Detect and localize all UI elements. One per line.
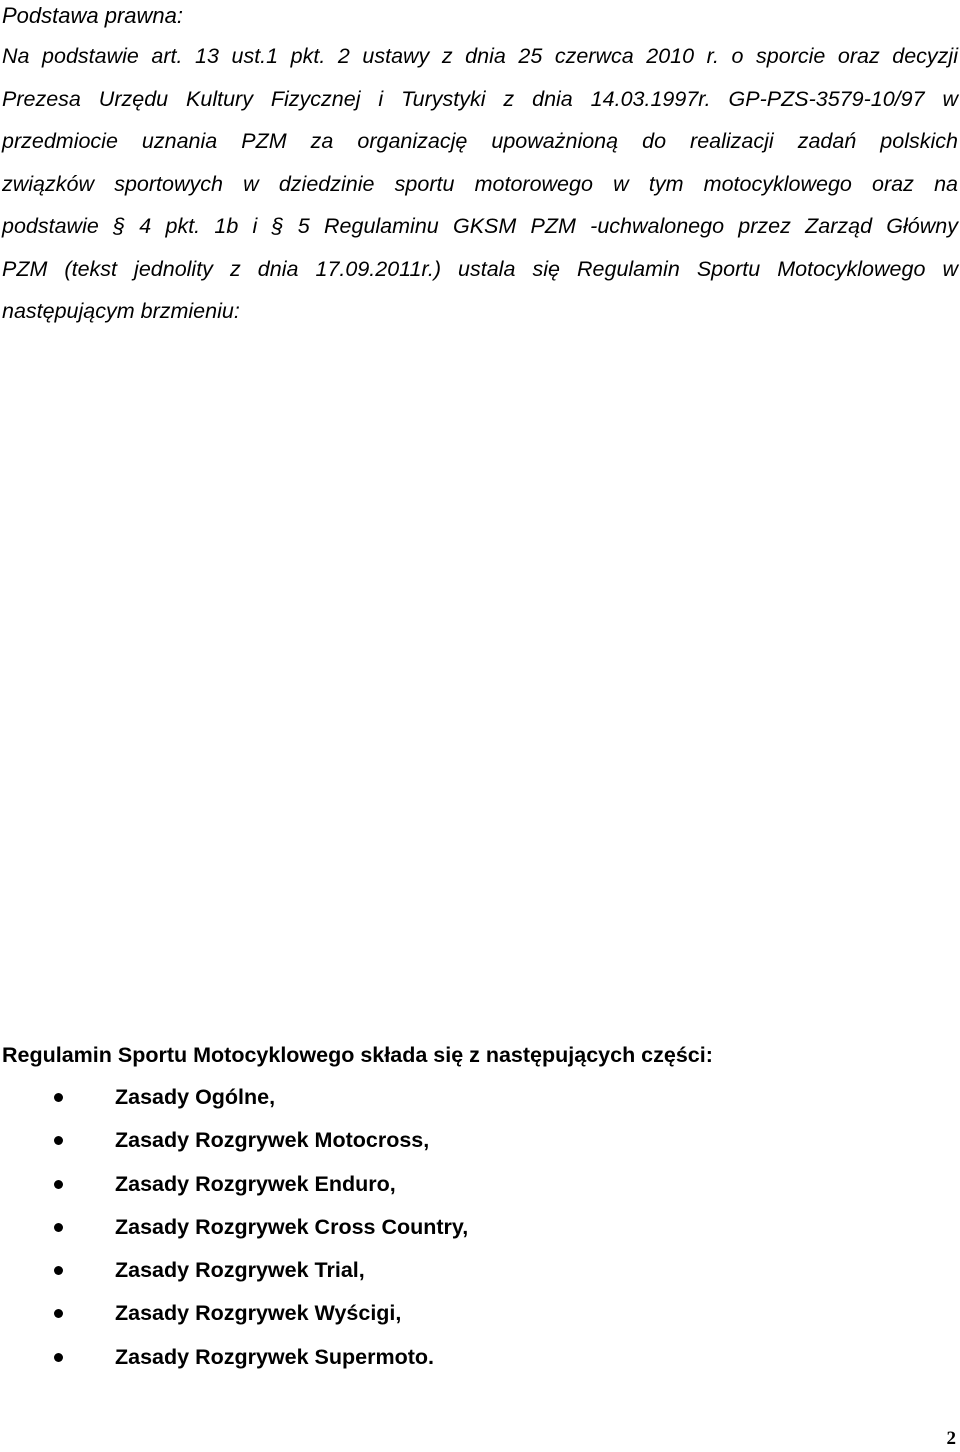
paragraph-line: Prezesa Urzędu Kultury Fizycznej i Turystyki z dnia 14.03.1997r. GP-PZS-3579-10/97 w bbox=[2, 86, 958, 111]
list-item-label: Zasady Rozgrywek Wyścigi, bbox=[115, 1301, 402, 1326]
list-item-label: Zasady Rozgrywek Enduro, bbox=[115, 1171, 396, 1196]
bullet-icon bbox=[54, 1180, 63, 1189]
legal-basis-paragraph bbox=[2, 35, 958, 333]
bullet-icon bbox=[54, 1136, 63, 1145]
list-item-label: Zasady Rozgrywek Cross Country, bbox=[115, 1214, 469, 1239]
paragraph-line: następującym brzmieniu: bbox=[2, 299, 240, 323]
list-item-label: Zasady Rozgrywek Trial, bbox=[115, 1258, 365, 1283]
bullet-icon bbox=[54, 1266, 63, 1275]
list-item-label: Zasady Rozgrywek Supermoto. bbox=[115, 1344, 434, 1369]
heading-legal-basis: Podstawa prawna: bbox=[2, 3, 183, 28]
list-item-label: Zasady Ogólne, bbox=[115, 1085, 276, 1109]
list-item-label: Zasady Rozgrywek Motocross, bbox=[115, 1128, 430, 1153]
paragraph-line: podstawie § 4 pkt. 1b i § 5 Regulaminu GKSM PZM -uchwalonego przez Zarząd Główny bbox=[2, 214, 958, 238]
bullet-icon bbox=[54, 1093, 63, 1102]
page-number: 2 bbox=[946, 1428, 956, 1449]
paragraph-line: Na podstawie art. 13 ust.1 pkt. 2 ustawy z dnia 25 czerwca 2010 r. o sporcie oraz decyzji bbox=[2, 44, 958, 68]
bullet-icon bbox=[54, 1223, 63, 1232]
paragraph-line: przedmiocie uznania PZM za organizację upoważnioną do realizacji zadań polskich bbox=[2, 129, 958, 153]
bullet-icon bbox=[54, 1309, 63, 1318]
parts-title: Regulamin Sportu Motocyklowego składa się z następujących części: bbox=[2, 1043, 713, 1067]
paragraph-line: związków sportowych w dziedzinie sportu motorowego w tym motocyklowego oraz na bbox=[2, 171, 958, 196]
paragraph-line: PZM (tekst jednolity z dnia 17.09.2011r.) ustala się Regulamin Sportu Motocyklowego w bbox=[2, 256, 958, 281]
bullet-icon bbox=[54, 1353, 63, 1362]
